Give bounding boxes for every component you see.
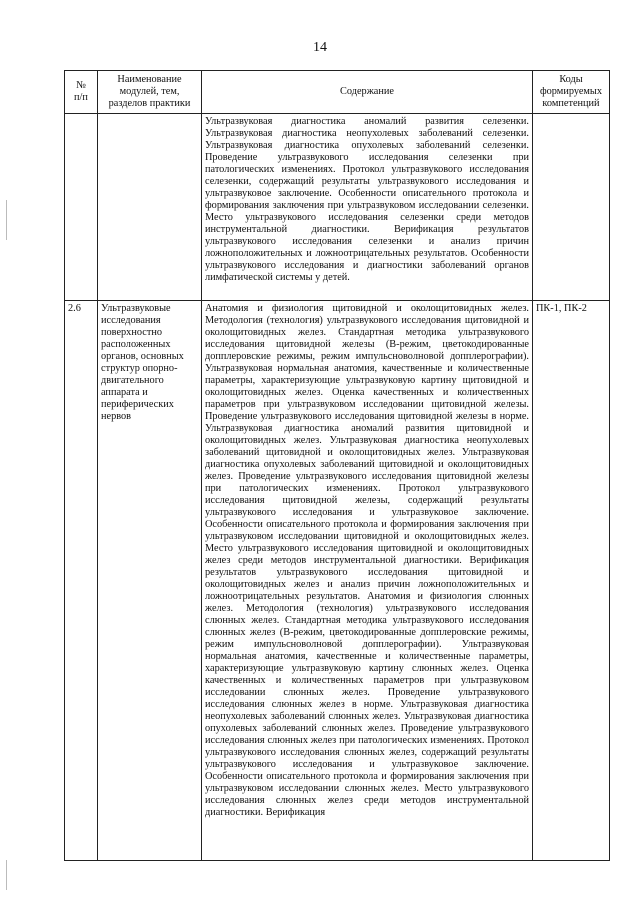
cell-content: Анатомия и физиология щитовидной и околощитовидных желез. Методология (технология) ультразвукового исследования щитовидной и околощитовидных желез. Стандартная методика ультразвукового исследования щитовидной железы (В-режим, цветокодированные допплеровские режимы, режим импульсноволновой допплерографии). Ультразвуковая нормальная анатомия, качественные и количественные параметры, характеризующие ультразвуковую картину щитовидной и околощитовидных желез. Оценка качественных и количественных параметров при ультразвуковом исследовании щитовидной железы. Проведение ультразвукового исследования щитовидной железы в норме. Ультразвуковая диагностика аномалий развития щитовидной и околощитовидных желез. Ультразвуковая диагностика неопухолевых заболеваний щитовидной и околощитовидных желез. Ультразвуковая диагностика опухолевых заболеваний щитовидной и околощитовидных желез. Проведение ультразвукового исследования щитовидной железы при патологических изменениях. Протокол ультразвукового исследования щитовидной железы, содержащий результаты ультразвукового исследования и ультразвуковое заключение. Особенности описательного протокола и формирования заключения при ультразвуковом исследовании щитовидной и околощитовидных желез. Место ультразвукового исследования щитовидной и околощитовидных желез среди методов инструментальной диагностики. Верификация результатов ультразвукового исследования щитовидной и околощитовидных желез и анализ причин ложноположительных и ложноотрицательных результатов. Анатомия и физиология слюнных желез. Методология (технология) ультразвукового исследования слюнных желез. Стандартная методика ультразвукового исследования слюнных желез (В-режим, цветокодированные допплеровские режимы, режим импульсноволновой допплерографии). Ультразвуковая нормальная анатомия, качественные и количественные параметры, характеризующие ультразвуковую картину слюнных желез. Оценка качественных и количественных параметров при ультразвуковом исследовании слюнных желез. Проведение ультразвукового исследования слюнных желез в норме. Ультразвуковая диагностика неопухолевых заболеваний слюнных желез. Ультразвуковая диагностика опухолевых заболеваний слюнных желез. Проведение ультразвукового исследования слюнных желез при патологических изменениях. Протокол ультразвукового исследования слюнных желез, содержащий результаты ультразвукового исследования и ультразвуковое заключение. Особенности описательного протокола и формирования заключения при ультразвуковом исследовании слюнных желез. Место ультразвукового исследования слюнных желез среди методов инструментальной диагностики. Верификация	[202, 301, 533, 861]
page-number: 14	[313, 40, 327, 55]
table-row	[65, 301, 610, 861]
curriculum-table	[64, 70, 610, 861]
margin-mark	[6, 200, 7, 240]
cell-num	[65, 114, 98, 301]
cell-name: Ультразвуковые исследования поверхностно расположенных органов, основных структур опорно-двигательного аппарата и периферических нервов	[98, 301, 202, 861]
header-name: Наименование модулей, тем, разделов практики	[98, 71, 202, 114]
cell-num: 2.6	[65, 301, 98, 861]
cell-name	[98, 114, 202, 301]
cell-codes: ПК-1, ПК-2	[533, 301, 610, 861]
table-header-row	[65, 71, 610, 114]
header-codes: Коды формируемых компетенций	[533, 71, 610, 114]
header-content: Содержание	[202, 71, 533, 114]
cell-content: Ультразвуковая диагностика аномалий развития селезенки. Ультразвуковая диагностика неопухолевых заболеваний селезенки. Ультразвуковая диагностика опухолевых заболеваний селезенки. Проведение ультразвукового исследования селезенки при патологических изменениях. Протокол ультразвукового исследования селезенки, содержащий результаты ультразвукового исследования и ультразвуковое заключение. Особенности описательного протокола и формирования заключения при ультразвуковом исследовании селезенки. Место ультразвукового исследования селезенки среди методов инструментальной диагностики. Верификация результатов ультразвукового исследования селезенки и анализ причин ложноположительных и ложноотрицательных результатов. Особенности ультразвукового исследования и диагностики заболеваний органов лимфатической системы у детей.	[202, 114, 533, 301]
table-row	[65, 114, 610, 301]
header-num: № п/п	[65, 71, 98, 114]
margin-mark	[6, 860, 7, 890]
cell-codes	[533, 114, 610, 301]
